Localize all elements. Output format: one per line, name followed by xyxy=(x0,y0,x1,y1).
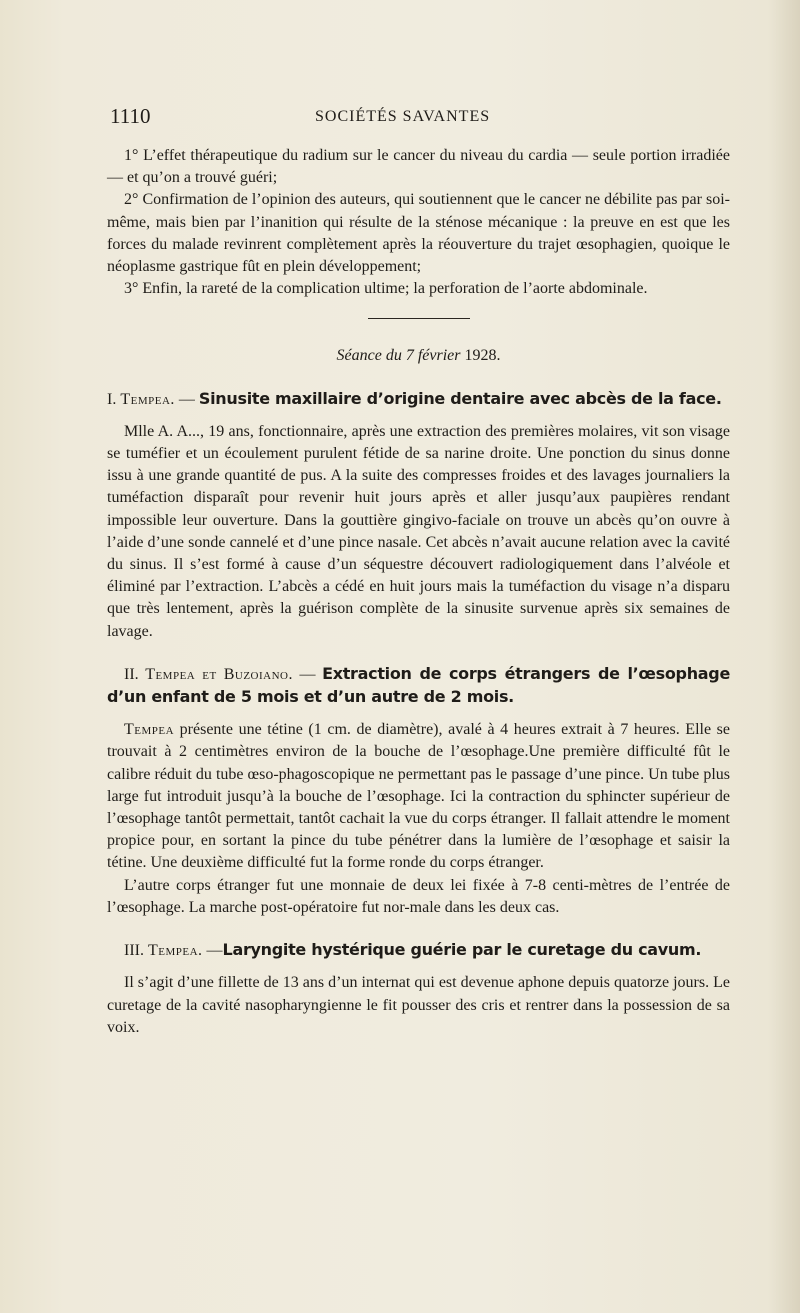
intro-paragraph: 1° L’effet thérapeutique du radium sur le cancer du niveau du cardia — seule portion irradiée — et qu’on a trouvé guéri; xyxy=(107,147,730,187)
case-paragraph: L’autre corps étranger fut une monnaie de deux lei fixée à 7-8 centi-mètres de l’entrée de l’œsophage. La marche post-opératoire fut nor-male dans les deux cas. xyxy=(107,876,730,916)
section-divider xyxy=(368,318,470,319)
case-dash: — xyxy=(293,665,323,683)
page-body xyxy=(107,145,730,1039)
intro-paragraph: 3° Enfin, la rareté de la complication ultime; la perforation de l’aorte abdominale. xyxy=(124,280,648,298)
case-title: Extraction de corps étrangers de l’œsophage d’un enfant de 5 mois et d’un autre de 2 mois. xyxy=(107,663,730,707)
case-paragraph: Il s’agit d’une fillette de 13 ans d’un internat qui est devenue aphone depuis quatorze jours. Le curetage de la cavité nasopharyngienne le fit pousser des cris et rentrer dans la possession de sa voix. xyxy=(107,974,730,1036)
running-title: SOCIÉTÉS SAVANTES xyxy=(315,108,491,125)
session-year: 1928. xyxy=(464,347,501,365)
case-authors: Tempea. xyxy=(120,390,175,408)
case-title: Laryngite hystérique guérie par le curetage du cavum. xyxy=(222,940,702,960)
case-paragraph-text: présente une tétine (1 cm. de diamètre), avalé à 4 heures extrait à 7 heures. Elle se trouvait à 2 centimètres environ de la bouche de l’œsophage.Une première difficulté fût le calibre réduit du tube œso-phagoscopique ne permettant pas le passage d’une pince. Un tube plus large fut introduit jusqu’à la bouche de l’œsophage. Ici la contraction du sphincter supérieur de l’œsophage tantôt permettait, tantôt cachait la vue du corps étranger. Il fallait attendre le moment propice pour, en sortant la pince du tube pénétrer dans la lumière de l’œsophage et saisir la tétine. Une deuxième difficulté fut la forme ronde du corps étranger. xyxy=(107,721,730,872)
case-authors: Tempea. xyxy=(147,942,203,960)
page-header xyxy=(110,104,720,134)
case-dash: — xyxy=(202,942,223,960)
lead-author: Tempea xyxy=(124,721,175,739)
session-heading xyxy=(107,345,730,367)
case-dash: — xyxy=(174,390,199,408)
intro-paragraph: 2° Confirmation de l’opinion des auteurs, qui soutiennent que le cancer ne débilite pas par soi-même, mais bien par l’inanition qui résulte de la sténose mécanique : la preuve en est que les forces du malade revinrent complètement après la réouverture du trajet œsophagien, quoique le néoplasme gastrique fût en plein développement; xyxy=(107,191,730,276)
case-heading xyxy=(107,663,730,709)
case-authors: Tempea et Buzoiano. xyxy=(145,665,294,683)
case-numeral: III. xyxy=(124,942,144,960)
case-title: Sinusite maxillaire d’origine dentaire avec abcès de la face. xyxy=(198,388,722,408)
session-label: Séance du 7 février xyxy=(336,347,461,365)
page-number: 1110 xyxy=(110,104,151,128)
case-paragraph: Mlle A. A..., 19 ans, fonctionnaire, après une extraction des premières molaires, vit son visage se tuméfier et un écoulement purulent fétide de sa narine droite. Une ponction du sinus donne issu à une grande quantité de pus. A la suite des compresses froides et des lavages journaliers la tuméfaction disparaît pour revenir huit jours après et aller jusqu’aux paupières rendant impossible leur ouverture. Dans la gouttière gingivo-faciale on trouve un abcès qu’on ouvre à l’aide d’une sonde cannelé et d’une pince nasale. Cet abcès n’avait aucune relation avec la cavité du sinus. Il s’est formé à cause d’un séquestre découvert radiologiquement dans l’alvéole et éliminé par l’extraction. L’abcès a cédé en huit jours mais la tuméfaction du visage n’a disparu que très lentement, après la guérison complète de la sinusite survenue après six semaines de lavage. xyxy=(107,422,730,640)
case-numeral: I. xyxy=(107,390,117,408)
case-heading xyxy=(107,388,730,411)
case-numeral: II. xyxy=(124,665,139,683)
case-heading xyxy=(107,939,730,962)
case-paragraph xyxy=(107,719,730,874)
